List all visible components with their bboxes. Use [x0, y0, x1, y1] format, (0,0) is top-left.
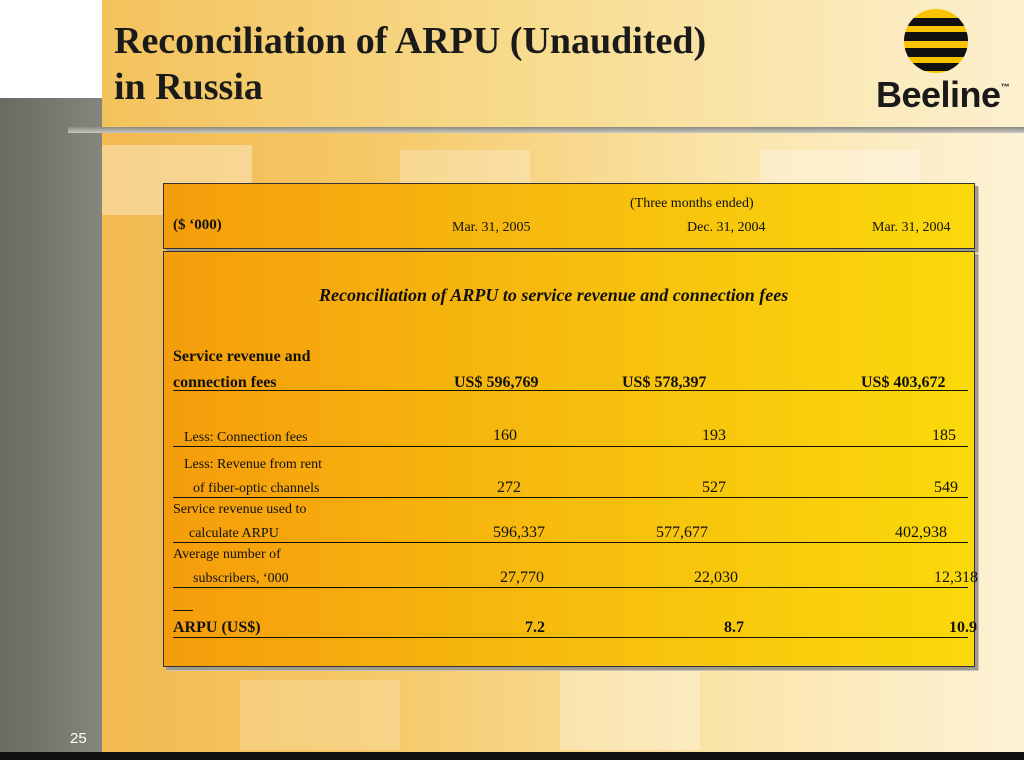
period-caption: (Three months ended)	[630, 196, 754, 211]
logo-wordmark: Beeline™	[876, 74, 1010, 115]
bg-tile	[240, 680, 400, 750]
row-underline	[173, 637, 968, 638]
title-divider	[68, 127, 1024, 133]
table-cell: 8.7	[724, 619, 744, 636]
table-cell: 27,770	[500, 569, 544, 586]
short-rule	[173, 610, 193, 611]
bg-tile	[560, 670, 700, 750]
row-label: Less: Connection fees	[184, 430, 308, 445]
table-cell: 22,030	[694, 569, 738, 586]
title-line-2: in Russia	[114, 66, 263, 108]
table-cell: 402,938	[895, 524, 947, 541]
unit-label: ($ ‘000)	[173, 217, 222, 233]
table-cell: 7.2	[525, 619, 545, 636]
row-label: connection fees	[173, 374, 277, 391]
table-subtitle: Reconciliation of ARPU to service revenue and connection fees	[319, 285, 789, 305]
column-header-mar-2004: Mar. 31, 2004	[872, 220, 951, 235]
row-label: ARPU (US$)	[173, 619, 261, 636]
row-label: Less: Revenue from rent	[184, 457, 323, 472]
row-label: subscribers, ‘000	[193, 571, 289, 586]
table-cell: US$ 403,672	[861, 374, 946, 391]
left-sidebar-bar	[0, 98, 102, 753]
table-cell: 160	[493, 427, 517, 444]
table-cell: 596,337	[493, 524, 545, 541]
title-line-1: Reconciliation of ARPU (Unaudited)	[114, 20, 707, 62]
column-header-dec-2004: Dec. 31, 2004	[687, 220, 766, 235]
table-cell: 12,318	[934, 569, 978, 586]
row-underline	[173, 446, 968, 447]
slide-title	[114, 18, 706, 110]
row-underline	[173, 390, 968, 391]
beeline-ball-icon	[900, 6, 972, 78]
row-label: Average number of	[173, 547, 281, 562]
table-cell: 193	[702, 427, 726, 444]
row-label: of fiber-optic channels	[193, 481, 320, 496]
corner-block	[0, 0, 102, 98]
table-cell: 10.9	[949, 619, 977, 636]
table-cell: US$ 578,397	[622, 374, 707, 391]
footer-line	[0, 760, 1024, 768]
row-label: Service revenue used to	[173, 502, 307, 517]
row-underline	[173, 497, 968, 498]
row-label: calculate ARPU	[189, 526, 279, 541]
table-cell: US$ 596,769	[454, 374, 539, 391]
page-number: 25	[70, 730, 87, 747]
row-underline	[173, 542, 968, 543]
row-underline	[173, 587, 968, 588]
column-header-mar-2005: Mar. 31, 2005	[452, 220, 531, 235]
table-header-panel	[163, 183, 975, 249]
table-cell: 272	[497, 479, 521, 496]
table-cell: 527	[702, 479, 726, 496]
table-cell: 185	[932, 427, 956, 444]
table-cell: 549	[934, 479, 958, 496]
row-label: Service revenue and	[173, 348, 311, 365]
table-cell: 577,677	[656, 524, 708, 541]
table-body-panel	[163, 251, 978, 667]
